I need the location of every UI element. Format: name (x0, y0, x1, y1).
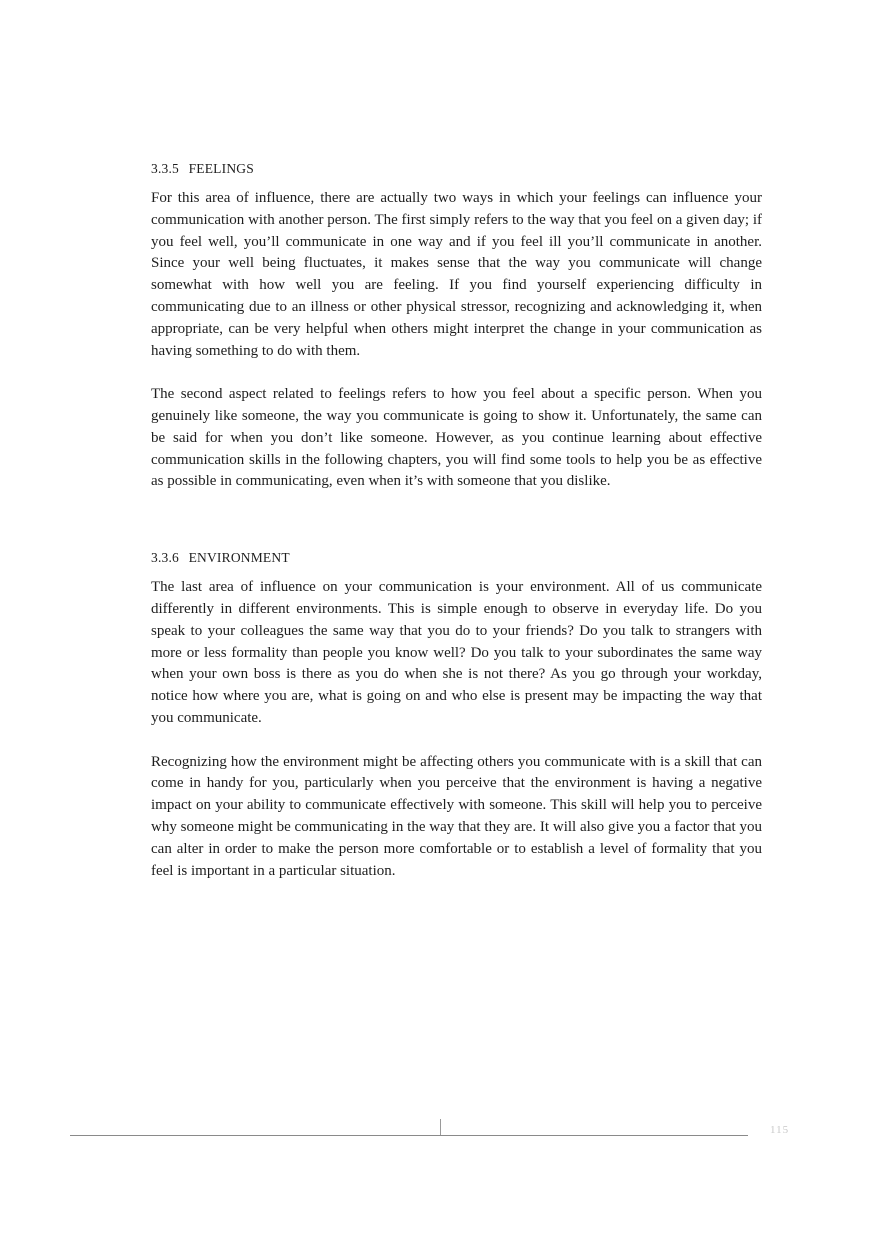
paragraph: The second aspect related to feelings refers to how you feel about a specific person. When you genuinely like someone, the way you communicate is going to show it. Unfortunately, the same can be said for when you don’t like someone. However, as you continue learning about effective communication skills in the following chapters, you will find some tools to help you be as effective as possible in communicating, even when it’s with someone that you dislike. (151, 386, 762, 490)
paragraph: The last area of influence on your communication is your environment. All of us communicate differently in different environments. This is simple enough to observe in everyday life. Do you speak to your colleagues the same way that you do to your friends? Do you talk to strangers with more or less formality than people you know well? Do you talk to your subordinates the same way when your own boss is there as you do when she is not there? As you go through your workday, notice how where you are, what is going on and who else is present may be impacting the way that you communicate. (151, 579, 762, 726)
footer-rule (70, 1135, 748, 1136)
section-title: FEELINGS (188, 161, 254, 176)
section-title: ENVIRONMENT (188, 550, 290, 566)
section-number: 3.3.5 (151, 161, 179, 176)
section-spacer (151, 493, 762, 548)
section-number: 3.3.6 (151, 550, 179, 566)
paragraph: Recognizing how the environment might be affecting others you communicate with is a skill that can come in handy for you, particularly when you perceive that the environment is having a negative impact on your ability to communicate effectively with someone. This skill will help you to perceive why someone might be communicating in the way that they are. It will also give you a factor that you can alter in order to make the person more comfortable or to establish a level of formality that you feel is important in a particular situation. (151, 753, 762, 879)
section-environment (151, 548, 762, 882)
page-number: 115 (770, 1124, 790, 1136)
paragraph: For this area of influence, there are actually two ways in which your feelings can influence your communication with another person. The first simply refers to the way that you feel on a given day; if you feel well, you’ll communicate in one way and if you feel ill you’ll communicate in another. Since your well being fluctuates, it makes sense that the way you communicate will change somewhat with how well you are feeling. If you find yourself experiencing difficulty in communicating due to an illness or other physical stressor, recognizing and acknowledging it, when appropriate, can be very helpful when others might interpret the change in your communication as having something to do with them. (151, 190, 762, 359)
section-heading (151, 548, 762, 568)
section-heading (151, 159, 762, 179)
page-content (151, 159, 762, 882)
footer-divider-tick (440, 1119, 441, 1135)
section-feelings (151, 159, 762, 493)
